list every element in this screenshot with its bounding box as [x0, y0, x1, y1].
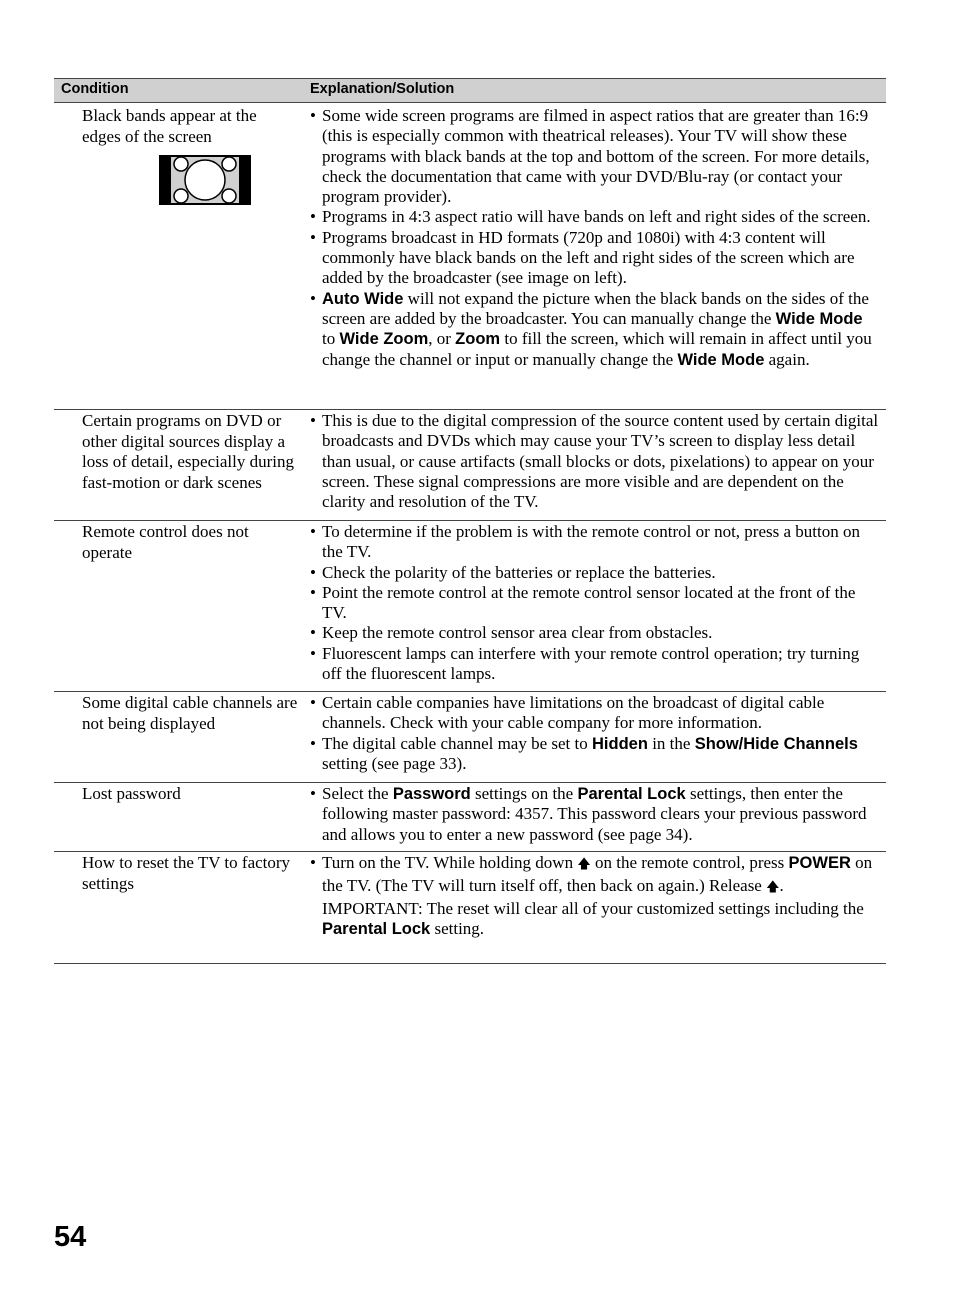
list-item: • Check the polarity of the batteries or replace the batteries.: [310, 562, 716, 582]
ui-term-show-hide-channels: Show/Hide Channels: [694, 734, 858, 753]
ui-term-hidden: Hidden: [592, 734, 648, 753]
list-item: • Programs in 4:3 aspect ratio will have bands on left and right sides of the screen.: [310, 207, 871, 227]
condition-text: Certain programs on DVD or other digital sources display a loss of detail, especially during fast-motion or dark scenes: [82, 411, 294, 492]
up-arrow-icon: 🡅: [766, 879, 780, 895]
page-number: 54: [54, 1221, 87, 1253]
header-explanation: Explanation/Solution: [310, 81, 455, 97]
table-row: [54, 783, 886, 852]
condition-text: Lost password: [82, 784, 181, 803]
table-row: [54, 692, 886, 783]
list-item: • Programs broadcast in HD formats (720p and 1080i) with 4:3 content will commonly have black bands on the left and right sides of the screen which are added by the broadcaster (see image on left).: [310, 227, 855, 288]
list-item: • Point the remote control at the remote control sensor located at the front of the TV.: [310, 582, 856, 623]
troubleshooting-table: [54, 78, 886, 964]
up-arrow-icon: 🡅: [577, 857, 591, 872]
ui-term-wide-mode: Wide Mode: [775, 309, 863, 328]
table-header: [54, 78, 886, 103]
list-item: • Certain cable companies have limitations on the broadcast of digital cable channels. Check with your cable company for more information.: [310, 693, 825, 733]
ui-term-wide-zoom: Wide Zoom: [339, 330, 429, 349]
list-item: • To determine if the problem is with the remote control or not, press a button on the TV.: [310, 522, 860, 562]
list-item: • Keep the remote control sensor area clear from obstacles.: [310, 623, 713, 643]
ui-term-parental-lock: Parental Lock: [577, 785, 686, 803]
ui-term-auto-wide: Auto Wide: [322, 289, 404, 308]
condition-text: Some digital cable channels are not being displayed: [82, 693, 298, 733]
table-row: [54, 521, 886, 692]
table-row: [54, 410, 886, 521]
ui-term-parental-lock: Parental Lock: [322, 920, 431, 939]
list-item: • The digital cable channel may be set to Hidden in the Show/Hide Channels setting (see page 33).: [310, 733, 858, 773]
list-item: • This is due to the digital compression of the source content used by certain digital broadcasts and DVDs which may cause your TV’s screen to display less detail than usual, or cause artifacts (small blocks or dots, pixelations) to appear on your screen. These signal compressions are more visible and are dependent on the clarity and resolution of the TV.: [310, 411, 879, 512]
list-item: • Select the Password settings on the Parental Lock settings, then enter the following master password: 4357. This password clears your previous password and allows you to enter a new password (see page 34).: [310, 784, 867, 844]
list-item: • Some wide screen programs are filmed in aspect ratios that are greater than 16:9 (this is especially common with theatrical releases). Your TV will show these programs with black bands at the top and bottom of the screen. For more details, check the documentation that came with your DVD/Blu-ray (or contact your program provider).: [310, 106, 870, 207]
condition-text: Black bands appear at the edges of the screen: [82, 106, 257, 146]
ui-term-power: POWER: [788, 854, 851, 872]
header-condition: Condition: [61, 81, 129, 97]
ui-term-zoom: Zoom: [455, 330, 501, 349]
ui-term-password: Password: [392, 785, 471, 803]
condition-text: How to reset the TV to factory settings: [82, 853, 291, 893]
condition-text: Remote control does not operate: [82, 522, 249, 562]
table-row: [54, 852, 886, 964]
black-bands-illustration: [159, 155, 251, 205]
ui-term-wide-mode: Wide Mode: [677, 350, 765, 369]
list-item: • Fluorescent lamps can interfere with your remote control operation; try turning off the fluorescent lamps.: [310, 643, 860, 684]
list-item: • Turn on the TV. While holding down 🡅 on the remote control, press POWER on the TV. (The TV will turn itself off, then back on again.) Release 🡅. IMPORTANT: The reset will clear all of your customized settings including the Parental Lock setting.: [310, 853, 873, 939]
table-row: [54, 103, 886, 410]
list-item: • Auto Wide will not expand the picture when the black bands on the sides of the screen are added by the broadcaster. You can manually change the Wide Mode to Wide Zoom, or Zoom to fill the screen, which will remain in affect until you change the channel or input or manually change the Wide Mode again.: [310, 288, 872, 369]
